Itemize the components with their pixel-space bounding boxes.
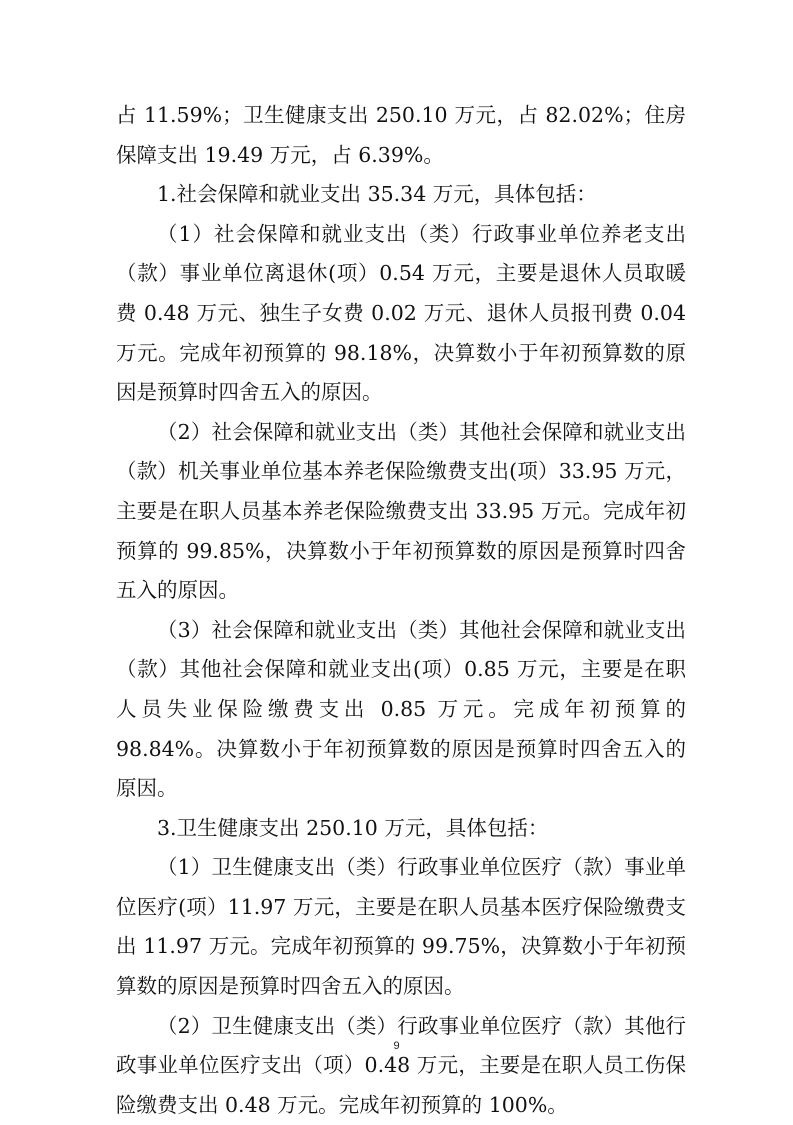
paragraph-health-heading: 3.卫生健康支出 250.10 万元，具体包括： (157, 815, 549, 840)
paragraph-social-security-heading: 1.社会保障和就业支出 35.34 万元，具体包括： (157, 182, 597, 207)
paragraph-continuation: 占 11.59%；卫生健康支出 250.10 万元，占 82.02%；住房保障支出 19.49 万元，占 6.39%。 (116, 103, 686, 167)
body-text (116, 96, 686, 1125)
paragraph-social-security-item-1: （1）社会保障和就业支出（类）行政事业单位养老支出（款）事业单位离退休(项）0.54 万元，主要是退休人员取暖费 0.48 万元、独生子女费 0.02 万元、退休人员报刊费 0.04 万元。完成年初预算的 98.18%，决算数小于年初预算数的原因是预算时四舍五入的原因。 (116, 221, 686, 405)
paragraph-health-item-1: （1）卫生健康支出（类）行政事业单位医疗（款）事业单位医疗(项）11.97 万元，主要是在职人员基本医疗保险缴费支出 11.97 万元。完成年初预算的 99.75%，决算数小于年初预算数的原因是预算时四舍五入的原因。 (116, 855, 686, 999)
paragraph-social-security-item-2: （2）社会保障和就业支出（类）其他社会保障和就业支出（款）机关事业单位基本养老保险缴费支出(项）33.95 万元，主要是在职人员基本养老保险缴费支出 33.95 万元。完成年初预算的 99.85%，决算数小于年初预算数的原因是预算时四舍五入的原因。 (116, 419, 686, 603)
page-number: 9 (393, 1040, 400, 1052)
paragraph-social-security-item-3: （3）社会保障和就业支出（类）其他社会保障和就业支出（款）其他社会保障和就业支出(项）0.85 万元，主要是在职人员失业保险缴费支出 0.85 万元。完成年初预算的 98.84%。决算数小于年初预算数的原因是预算时四舍五入的原因。 (116, 617, 686, 801)
paragraph-health-item-2: （2）卫生健康支出（类）行政事业单位医疗（款）其他行政事业单位医疗支出（项）0.48 万元，主要是在职人员工伤保险缴费支出 0.48 万元。完成年初预算的 100%。 (116, 1013, 686, 1117)
